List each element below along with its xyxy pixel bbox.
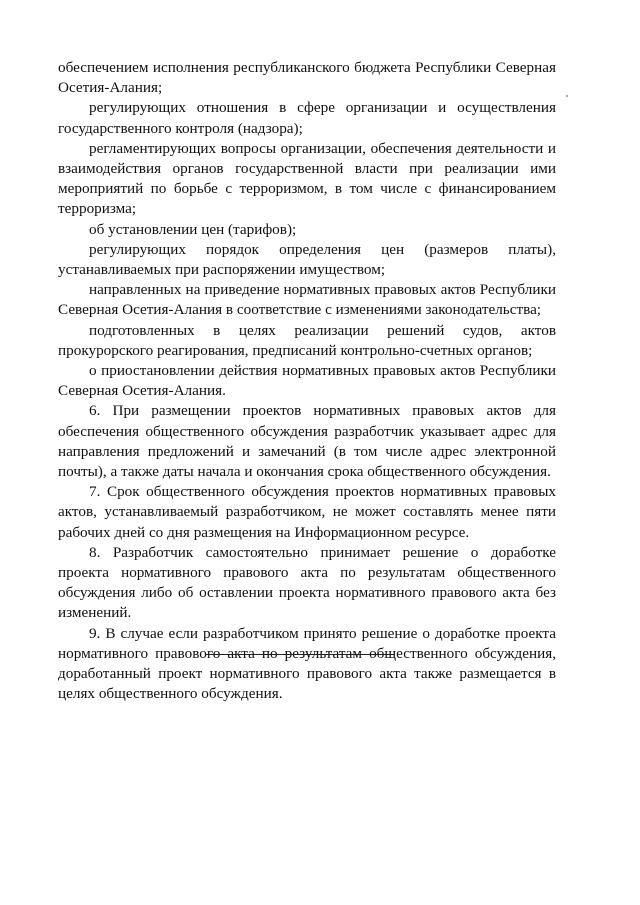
clause-6: 6. При размещении проектов нормативных правовых актов для обеспечения общественного обсуждения разработчик указывает адрес для направления предложений и замечаний (в том числе адрес электронной почты), а также даты начала и окончания срока общественного обсуждения.	[58, 402, 556, 481]
document-body	[58, 58, 556, 705]
paragraph-property-prices: регулирующих порядок определения цен (размеров платы), устанавливаемых при распоряжении имуществом;	[58, 240, 556, 279]
paragraph-counter-terrorism: регламентирующих вопросы организации, обеспечения деятельности и взаимодействия органов государственной власти при реализации ими мероприятий по борьбе с терроризмом, в том числе с финансированием терроризма;	[58, 139, 556, 218]
paragraph-court-decisions: подготовленных в целях реализации решений судов, актов прокурорского реагирования, предписаний контрольно-счетных органов;	[58, 321, 556, 359]
paragraph-state-control: регулирующих отношения в сфере организации и осуществления государственного контроля (надзора);	[58, 99, 556, 137]
scan-speck	[566, 95, 568, 97]
clause-9: 9. В случае если разработчиком принято решение о доработке проекта нормативного правового акта по результатам общественного обсуждения, доработанный проект нормативного правового акта также размещается в целях общественного обсуждения.	[58, 624, 556, 703]
end-divider-line	[205, 654, 395, 655]
paragraph-legislation-alignment: направленных на приведение нормативных правовых актов Республики Северная Осетия-Алания в соответствие с изменениями законодательства;	[58, 281, 556, 319]
clause-7: 7. Срок общественного обсуждения проектов нормативных правовых актов, устанавливаемый разработчиком, не может составлять менее пяти рабочих дней со дня размещения на Информационном ресурсе.	[58, 483, 556, 541]
paragraph-tariffs: об установлении цен (тарифов);	[89, 220, 297, 238]
paragraph-budget-execution: обеспечением исполнения республиканского бюджета Республики Северная Осетия-Алания;	[58, 59, 556, 97]
clause-8: 8. Разработчик самостоятельно принимает решение о доработке проекта нормативного правового акта по результатам общественного обсуждения либо об оставлении проекта нормативного правового акта без изменений.	[58, 543, 556, 622]
paragraph-suspension: о приостановлении действия нормативных правовых актов Республики Северная Осетия-Алания.	[58, 362, 556, 400]
